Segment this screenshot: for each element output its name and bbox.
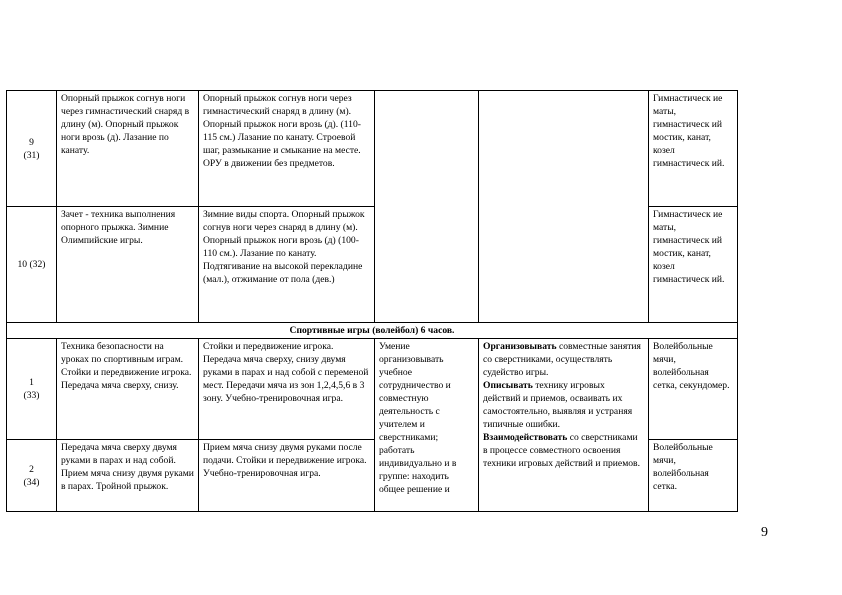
equipment-cell <box>649 339 738 440</box>
lesson-content-cell <box>199 339 375 440</box>
lesson-topic: Зачет - техника выполнения опорного прыжка. Зимние Олимпийские игры. <box>61 209 176 246</box>
lesson-number-cell <box>7 339 57 440</box>
equipment-text: Волейбольные мячи, волейбольная сетка. <box>653 442 713 492</box>
activity-keyword: Описывать <box>483 380 533 391</box>
lesson-topic-cell <box>57 440 199 512</box>
activity-text: со сверстниками в процессе совместного освоения техники игровых действий и приемов. <box>483 432 640 469</box>
activity-paragraph <box>483 431 644 470</box>
table-row <box>7 339 738 440</box>
section-title: Спортивные игры (волейбол) 6 часов. <box>289 325 455 336</box>
lesson-topic-cell <box>57 91 199 207</box>
lesson-content: Опорный прыжок согнув ноги через гимнастический снаряд в длину (м). Опорный прыжок ноги врозь (д). (110-115 см.) Лазание по канату. Строевой шаг, размыкание и смыкание на месте. ОРУ в движении без предметов. <box>203 93 361 169</box>
section-header-row <box>7 323 738 339</box>
lesson-content: Зимние виды спорта. Опорный прыжок согнув ноги через снаряд в длину (м). Опорный прыжок ноги врозь (д) (100-110 см.). Лазание по канату. Подтягивание на высокой перекладине (мал.), отжимание от пола (дев.) <box>203 209 365 285</box>
activity-text: совместные занятия со сверстниками, осуществлять судейство игры. <box>483 341 641 378</box>
section-header-cell <box>7 323 738 339</box>
lesson-topic: Опорный прыжок согнув ноги через гимнастический снаряд в длину (м). Опорный прыжок ноги врозь (д). Лазание по канату. <box>61 93 190 156</box>
equipment-text: Гимнастическ ие маты, гимнастическ ий мостик, канат, козел гимнастическ ий. <box>653 93 725 169</box>
empty-skills-cell <box>375 91 479 323</box>
lesson-content-cell <box>199 440 375 512</box>
lesson-topic: Техника безопасности на уроках по спортивным играм. Стойки и передвижение игрока. Передача мяча сверху, снизу. <box>61 341 192 391</box>
lesson-topic-cell <box>57 339 199 440</box>
lesson-number-cell <box>7 91 57 207</box>
activity-keyword: Взаимодействовать <box>483 432 568 443</box>
lesson-number: 1 (33) <box>23 377 40 401</box>
lesson-number-cell <box>7 440 57 512</box>
skills-text: Умение организовывать учебное сотрудничество и совместную деятельность с учителем и сверстниками; работать индивидуально и в группе: находить общее решение и <box>379 341 457 495</box>
table-row <box>7 91 738 207</box>
lesson-number: 9 (31) <box>23 136 40 161</box>
equipment-cell <box>649 207 738 323</box>
lesson-number: 2 (34) <box>23 463 40 488</box>
lesson-content: Стойки и передвижение игрока. Передача мяча сверху, снизу двумя руками в парах и над собой с переменой мест. Передачи мяча из зон 1,2,4,5,6 в 3 зону. Учебно-тренировочная игра. <box>203 341 369 404</box>
activity-paragraph <box>483 340 644 379</box>
page-number: 9 <box>761 525 768 540</box>
activity-text: технику игровых действий и приемов, осваивать их самостоятельно, выявляя и устраняя типичные ошибки. <box>483 380 633 430</box>
equipment-text: Волейбольные мячи, волейбольная сетка, секундомер. <box>653 341 730 391</box>
skills-cell <box>375 339 479 512</box>
lesson-number-cell <box>7 207 57 323</box>
empty-activity-cell <box>479 91 649 323</box>
lesson-topic-cell <box>57 207 199 323</box>
lesson-number: 10 (32) <box>17 259 46 270</box>
lesson-content-cell <box>199 207 375 323</box>
lesson-plan-table <box>6 90 738 512</box>
activity-cell <box>479 339 649 512</box>
activity-keyword: Организовывать <box>483 341 557 352</box>
lesson-content-cell <box>199 91 375 207</box>
activity-paragraph <box>483 379 644 431</box>
equipment-cell <box>649 440 738 512</box>
equipment-cell <box>649 91 738 207</box>
lesson-topic: Передача мяча сверху двумя руками в парах и над собой. Прием мяча снизу двумя руками в парах. Тройной прыжок. <box>61 442 194 492</box>
lesson-content: Прием мяча снизу двумя руками после подачи. Стойки и передвижение игрока. Учебно-тренировочная игра. <box>203 442 367 479</box>
equipment-text: Гимнастическ ие маты, гимнастическ ий мостик, канат, козел гимнастическ ий. <box>653 209 725 285</box>
